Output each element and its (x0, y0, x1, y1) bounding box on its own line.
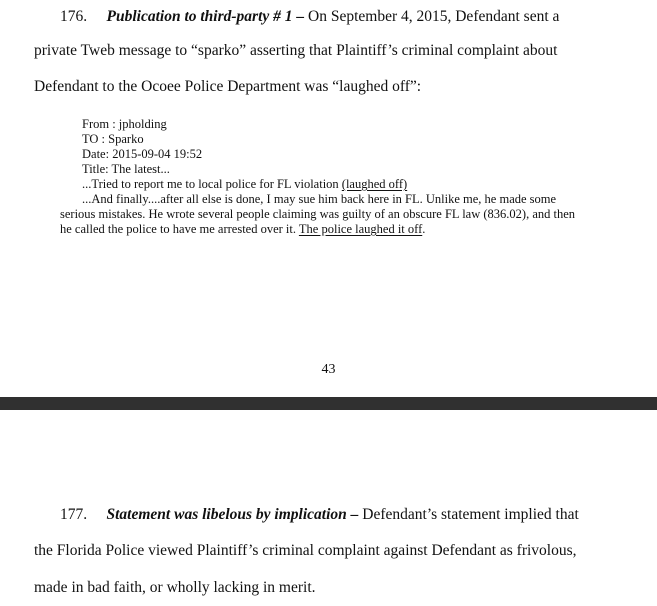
paragraph-heading: Publication to third-party # 1 – (106, 8, 305, 25)
page-number: 43 (321, 362, 336, 377)
paragraph-176-line-2: private Tweb message to “sparko” asserting that Plaintiff’s criminal complaint about (34, 42, 558, 59)
police-laughed-link[interactable]: The police laughed it off (298, 222, 423, 236)
message-text: he called the police to have me arrested over it. (60, 222, 299, 236)
page-break-divider (0, 397, 657, 410)
message-body-line-1 (82, 177, 407, 192)
paragraph-177-line-1 (60, 505, 579, 525)
paragraph-heading: Statement was libelous by implication – (106, 506, 359, 523)
message-to: TO : Sparko (82, 132, 144, 146)
paragraph-number: 176. (60, 8, 88, 25)
message-text: . (422, 222, 426, 236)
paragraph-176-line-1 (60, 7, 559, 27)
paragraph-number: 177. (60, 506, 88, 523)
paragraph-177-line-2: the Florida Police viewed Plaintiff’s criminal complaint against Defendant as frivolous, (34, 542, 577, 559)
message-body-line-4 (60, 222, 425, 237)
paragraph-text: On September 4, 2015, Defendant sent a (304, 8, 560, 25)
message-date: Date: 2015-09-04 19:52 (82, 147, 203, 161)
message-title: Title: The latest... (82, 162, 170, 176)
paragraph-text: Defendant’s statement implied that (358, 506, 579, 523)
paragraph-176-line-3: Defendant to the Ocoee Police Department was “laughed off”: (34, 78, 422, 95)
message-from: From : jpholding (82, 117, 167, 131)
paragraph-177-line-3: made in bad faith, or wholly lacking in merit. (34, 579, 316, 596)
message-text: ...Tried to report me to local police for FL violation (82, 177, 342, 191)
laughed-off-link[interactable]: (laughed off) (341, 177, 408, 191)
message-body-line-2: ...And finally....after all else is done, I may sue him back here in FL. Unlike me, he made some (82, 192, 557, 206)
message-body-line-3: serious mistakes. He wrote several people claiming was guilty of an obscure FL law (836.02), and then (60, 207, 576, 221)
